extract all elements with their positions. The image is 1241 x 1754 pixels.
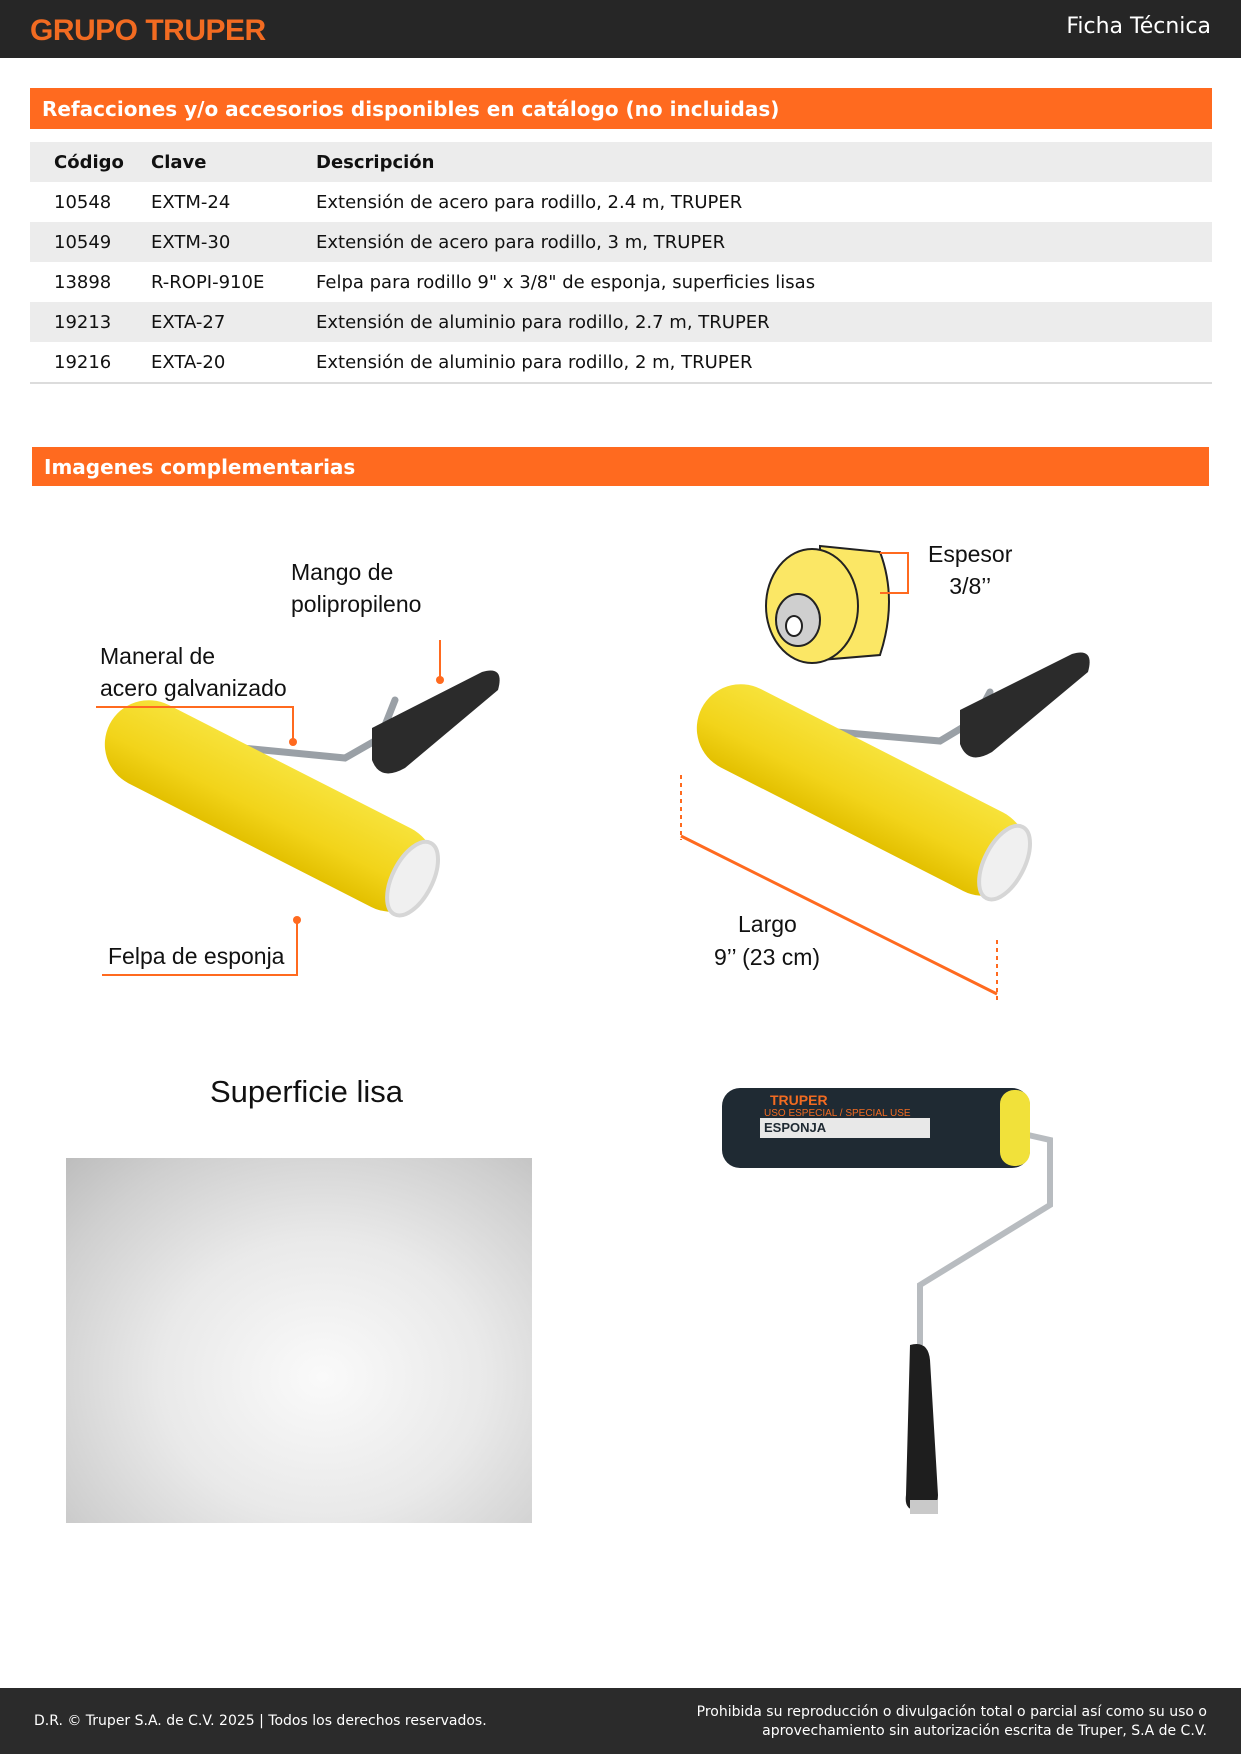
cover-callout-dot (293, 916, 301, 924)
images-section-header (32, 447, 1209, 486)
images-title: Imagenes complementarias (44, 454, 356, 479)
cover-end-shape (1000, 1090, 1030, 1166)
table-header-row (30, 142, 1212, 182)
surface-title: Superficie lisa (210, 1074, 403, 1109)
handle-ferrule-shape (910, 1500, 938, 1514)
table-row (30, 262, 1212, 302)
cell-clave: EXTM-24 (151, 191, 231, 213)
footer-copyright: D.R. © Truper S.A. de C.V. 2025 | Todos los derechos reservados. (34, 1713, 487, 1729)
accessories-table (30, 142, 1212, 384)
cell-descripcion: Extensión de acero para rodillo, 2.4 m, TRUPER (316, 191, 743, 213)
accessories-section-header (30, 88, 1212, 129)
callout-length-label: Largo (738, 911, 797, 937)
callout-frame: Maneral de acero galvanizado (100, 643, 287, 701)
frame-callout-dot (289, 738, 297, 746)
cover-section-shape (766, 546, 889, 663)
cell-clave: EXTM-30 (151, 222, 316, 262)
package-name: ESPONJA (764, 1120, 827, 1135)
cell-codigo: 19213 (30, 302, 151, 342)
cell-codigo: 10549 (30, 222, 151, 262)
document-type: Ficha Técnica (1066, 14, 1211, 39)
cell-clave: EXTA-27 (151, 302, 316, 342)
cell-descripcion: Extensión de acero para rodillo, 3 m, TRUPER (316, 222, 1212, 262)
footer-legal: Prohibida su reproducción o divulgación total o parcial así como su uso o aprovechamiento sin autorización escrita de Truper, S.A de C.V. (696, 1704, 1207, 1739)
table-row (30, 342, 1212, 383)
callout-length-value (714, 941, 820, 973)
top-bar (0, 0, 1241, 58)
cell-clave: EXTA-20 (151, 342, 316, 383)
brand-logo: GRUPO TRUPER (30, 14, 266, 47)
cell-descripcion: Felpa para rodillo 9" x 3/8" de esponja, superficies lisas (316, 271, 816, 293)
cell-descripcion: Extensión de aluminio para rodillo, 2.7 m, TRUPER (316, 302, 1212, 342)
cell-codigo: 10548 (54, 191, 112, 213)
table-row (30, 182, 1212, 222)
package-brand: TRUPER (770, 1092, 828, 1108)
package-use: USO ESPECIAL / SPECIAL USE (764, 1108, 911, 1119)
accessories-title: Refacciones y/o accesorios disponibles en catálogo (no incluidas) (42, 96, 780, 121)
length-metric: (23 cm) (742, 944, 821, 970)
cell-clave: R-ROPI-910E (151, 271, 265, 293)
callout-cover: Felpa de esponja (108, 943, 285, 969)
column-header-codigo: Código (30, 142, 151, 182)
handle-callout-dot (436, 676, 444, 684)
footer (0, 1688, 1241, 1754)
packaged-roller-figure (715, 1080, 1060, 1520)
length-inches: 9’’ (714, 944, 736, 970)
smooth-surface-image (66, 1158, 532, 1523)
callout-thickness: Espesor 3/8’’ (928, 541, 1013, 599)
table-row (30, 222, 1212, 262)
cell-descripcion: Extensión de aluminio para rodillo, 2 m, TRUPER (316, 342, 1212, 383)
cell-codigo: 13898 (54, 271, 112, 293)
handle-shape (372, 670, 500, 773)
handle-shape (906, 1344, 938, 1510)
handle-shape (960, 652, 1090, 757)
cell-codigo: 19216 (30, 342, 151, 383)
roller-dimensions-figure (660, 530, 1100, 1010)
column-header-clave: Clave (151, 142, 316, 182)
table-row (30, 302, 1212, 342)
handle-callout-line (283, 640, 440, 680)
callout-handle: Mango de polipropileno (291, 559, 422, 617)
column-header-descripcion: Descripción (316, 142, 1212, 182)
